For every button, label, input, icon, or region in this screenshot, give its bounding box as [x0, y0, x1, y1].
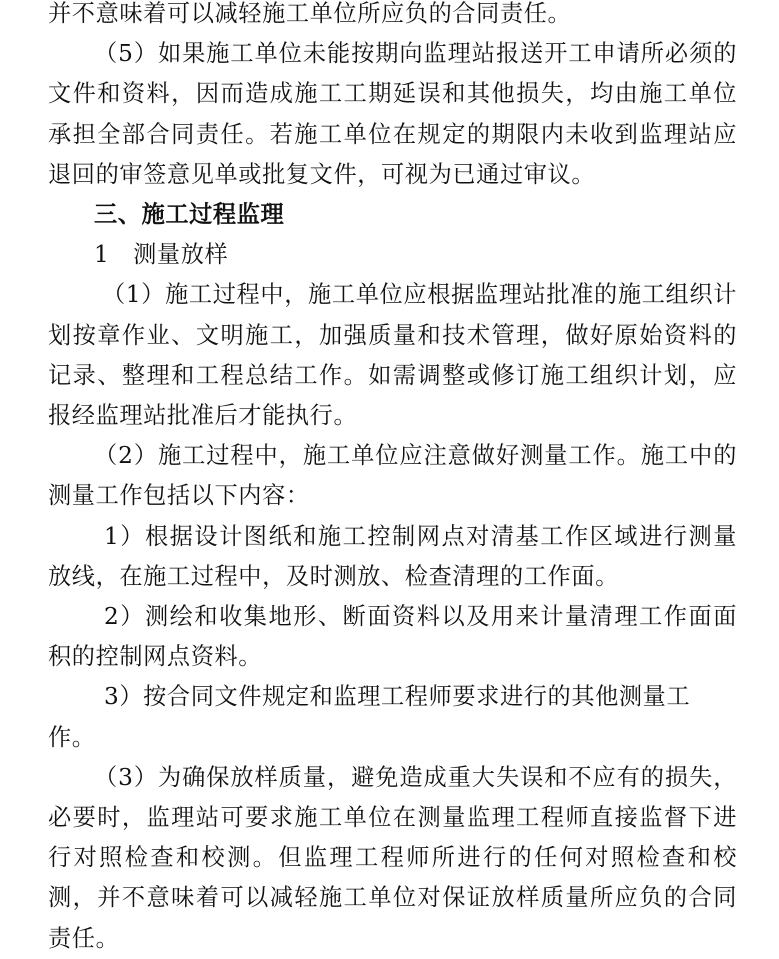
paragraph-continuation: 并不意味着可以减轻施工单位所应负的合同责任。 — [48, 0, 572, 27]
paragraph-item-3: （3）为确保放样质量，避免造成重大失误和不应有的损失，必要时，监理站可要求施工单位在测量监理工程师直接监督下进行对照检查和校测。但监理工程师所进行的任何对照检查和校测，并不意味着可以减轻施工单位对保证放样质量所应负的合同责任。 — [48, 763, 737, 952]
subsection-heading: 1 测量放样 — [94, 241, 229, 269]
paragraph-item-2: （2）施工过程中，施工单位应注意做好测量工作。施工中的测量工作包括以下内容： — [48, 442, 737, 510]
section-heading: 三、施工过程监理 — [94, 201, 285, 229]
paragraph-subitem-1: 1）根据设计图纸和施工控制网点对清基工作区域进行测量放线，在施工过程中，及时测放、检查清理的工作面。 — [48, 522, 737, 590]
paragraph-item-1: （1）施工过程中，施工单位应根据监理站批准的施工组织计划按章作业、文明施工，加强质量和技术管理，做好原始资料的记录、整理和工程总结工作。如需调整或修订施工组织计划，应报经监理站批准后才能执行。 — [48, 281, 737, 430]
paragraph-item-5: （5）如果施工单位未能按期向监理站报送开工申请所必须的文件和资料，因而造成施工工期延误和其他损失，均由施工单位承担全部合同责任。若施工单位在规定的期限内未收到监理站应退回的审签意见单或批复文件，可视为已通过审议。 — [48, 40, 737, 188]
paragraph-subitem-3: 3）按合同文件规定和监理工程师要求进行的其他测量工作。 — [48, 683, 691, 751]
paragraph-subitem-2: 2）测绘和收集地形、断面资料以及用来计量清理工作面面积的控制网点资料。 — [48, 603, 737, 671]
